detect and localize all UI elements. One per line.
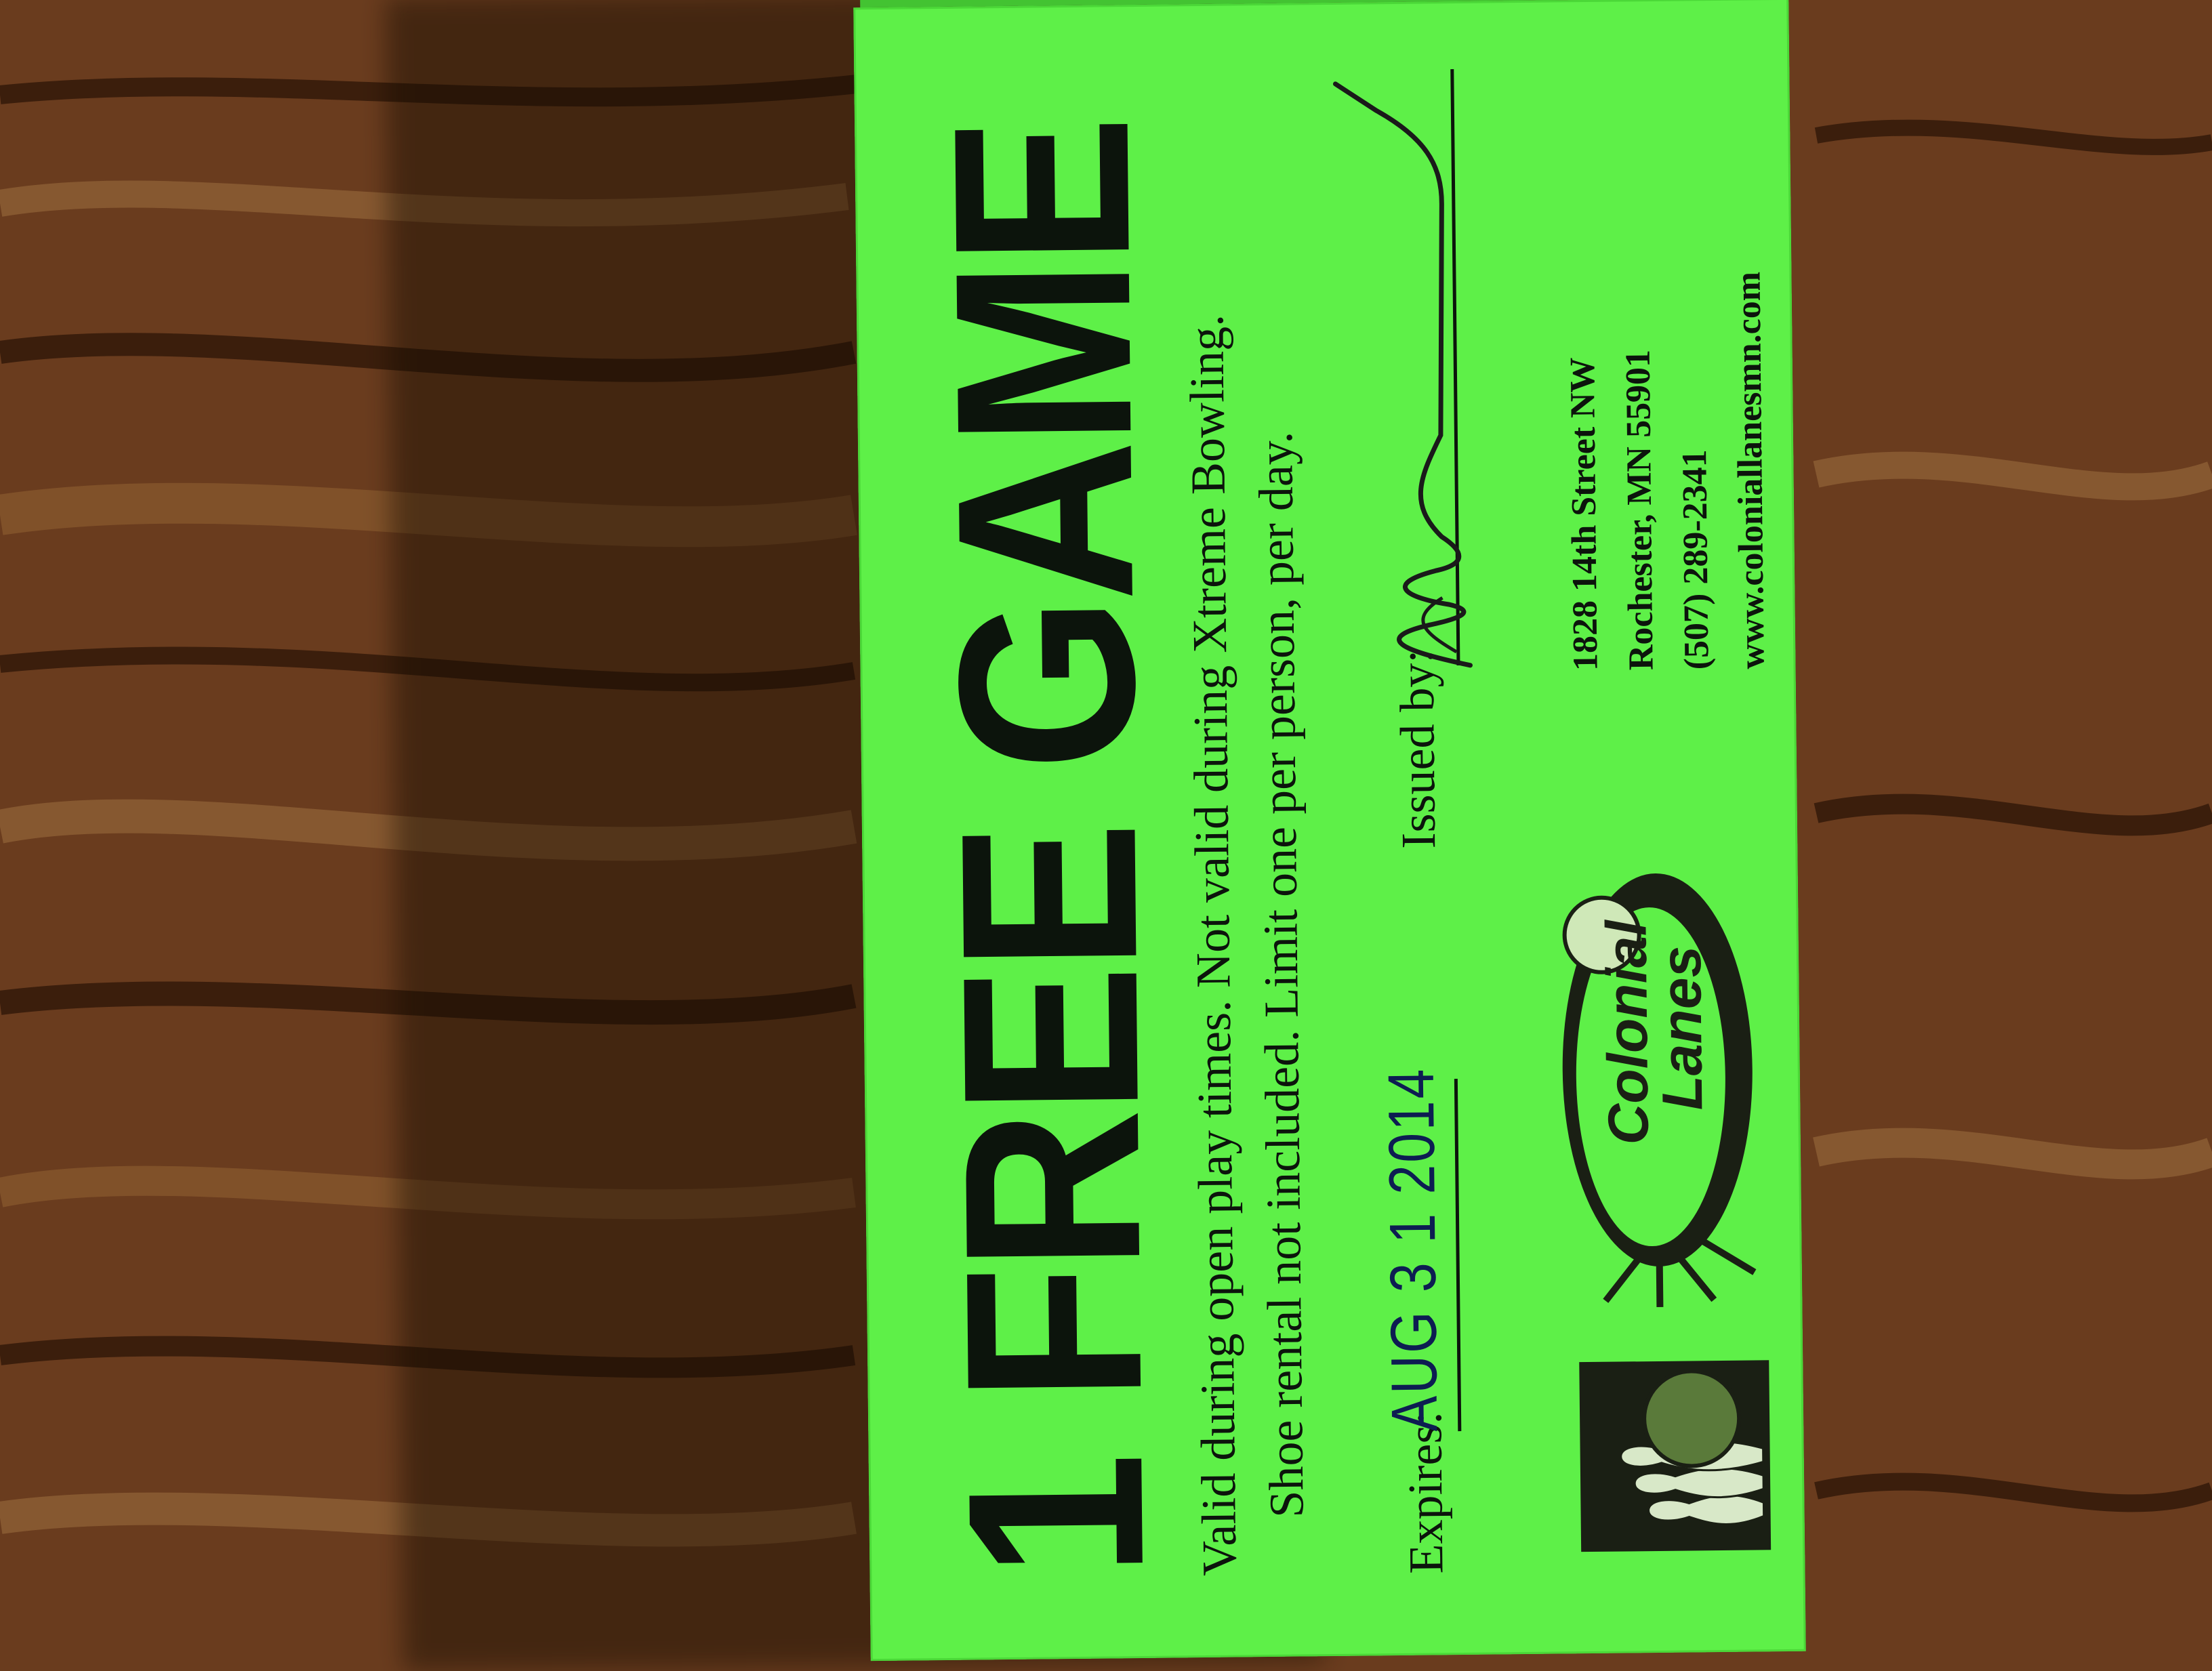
business-address xyxy=(1554,272,1780,672)
address-website: www.coloniallanesmn.com xyxy=(1729,271,1772,669)
issued-by-label: Issued by: xyxy=(1389,649,1446,850)
terms-line-2: Shoe rental not included. Limit one per person, per day. xyxy=(1248,431,1314,1519)
logo-line-1: Colonial xyxy=(1594,920,1660,1145)
card-stack-edge xyxy=(860,0,1788,7)
colonial-lanes-logo xyxy=(1547,865,1769,1315)
logo-line-2: Lanes xyxy=(1648,945,1715,1111)
expires-underline xyxy=(1454,1079,1461,1431)
expires-label: Expires: xyxy=(1397,1411,1454,1574)
signature-icon xyxy=(1322,55,1518,680)
coupon-title: 1 FREE GAME xyxy=(900,120,1196,1580)
free-game-coupon xyxy=(853,0,1805,1661)
address-city: Rochester, MN 55901 xyxy=(1618,349,1661,671)
address-phone: (507) 289-2341 xyxy=(1675,449,1717,670)
bowling-ball-icon xyxy=(1643,1371,1739,1466)
address-street: 1828 14th Street NW xyxy=(1563,357,1605,672)
expiration-date-stamp: AUG 3 1 2014 xyxy=(1374,1066,1452,1432)
bowling-pins-icon xyxy=(1572,1353,1778,1559)
terms-line-1: Valid during open play times. Not valid during Xtreme Bowling. xyxy=(1179,314,1247,1577)
